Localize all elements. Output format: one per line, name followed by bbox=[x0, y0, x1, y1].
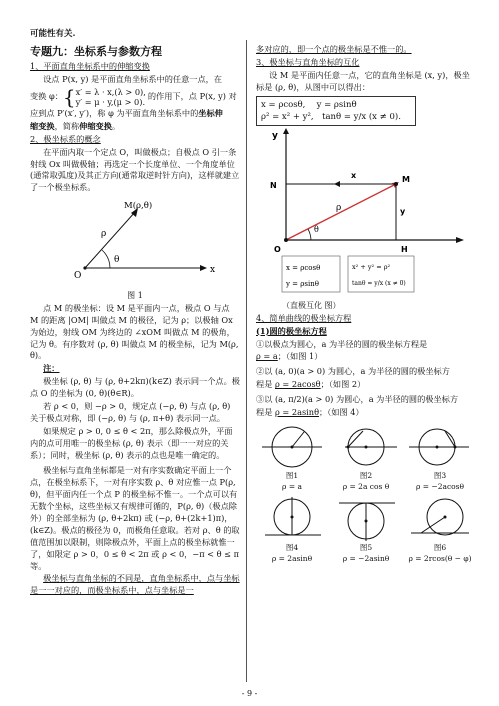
para-stretch-3 bbox=[30, 121, 240, 133]
diag-theta-label: θ bbox=[314, 225, 319, 235]
para-note-2: 若 ρ < 0，则 −ρ > 0，规定点 (−ρ, θ) 与点 (ρ, θ) 关于极点对称，即 (−ρ, θ) 与 (ρ, π+θ) 表示同一点。 bbox=[30, 400, 231, 423]
circle-figure-4-label: 图4 bbox=[285, 542, 299, 552]
diag-origin-label: O bbox=[274, 245, 281, 255]
circle-figure-4 bbox=[256, 495, 328, 565]
circle-figure-5-label: 图5 bbox=[359, 542, 373, 552]
para-polar-concept: 在平面内取一个定点 O，叫做极点；自极点 O 引一条射线 Ox 叫做极轴；再选定一个长度单位、一个角度单位(通常取弧度)及其正方向(通常取逆时针方向)，这样就建立了一个极坐标系。 bbox=[30, 146, 240, 193]
circle-figure-2 bbox=[330, 423, 402, 493]
diag-box2-line1: x² + y² = ρ² bbox=[352, 263, 391, 272]
fig1-origin-label: O bbox=[74, 271, 82, 282]
diag-box2-line2: tanθ = y/x (x ≠ 0) bbox=[352, 280, 406, 288]
fig1-rho-label: ρ bbox=[101, 229, 107, 240]
circle-eq-2: ρ = 2acosθ bbox=[275, 379, 321, 390]
left-column bbox=[30, 44, 240, 598]
stretch-text-b: ，简称 bbox=[54, 120, 80, 131]
circle-figure-6-eq: ρ = 2rcos(θ − φ) bbox=[408, 553, 472, 563]
diag-M-label: M bbox=[402, 175, 410, 185]
circle-case-3: ③以 (a, π/2)(a > 0) 为圆心，a 为半径的圆的极坐标方 bbox=[256, 394, 459, 405]
diag-y-segment-label: y bbox=[400, 207, 406, 217]
column-divider bbox=[246, 40, 247, 682]
para-stretch-2 bbox=[30, 108, 240, 120]
circle-ref-2: ；（如图 2） bbox=[320, 379, 366, 390]
stretch-text-a: 应到点 P′(x′, y′)，称 φ 为平面直角坐标系中的 bbox=[30, 108, 199, 119]
stretch-term-a: 坐标伸 bbox=[198, 108, 223, 119]
circle-eq-3: ρ = 2asinθ bbox=[275, 407, 319, 418]
figure-1-polar-point bbox=[30, 196, 240, 288]
figure-1-caption: 图 1 bbox=[127, 291, 143, 301]
circle-case-1: ①以极点为圆心，a 为半径的圆的极坐标方程是 bbox=[256, 338, 428, 349]
para-polar-point: 点 M 的极坐标：设 M 是平面内一点，极点 O 与点 M 的距离 |OM| 叫做点 M 的极径，记为 ρ；以极轴 Ox 为始边，射线 OM 为终边的 ∠xOM 叫做点 M 的极角，记为 θ。有序数对 (ρ, θ) 叫做点 M 的极坐标，记为 M(ρ, θ)。 bbox=[30, 302, 239, 361]
transform-brace: { bbox=[62, 85, 76, 110]
circle-case-2-eq bbox=[256, 379, 474, 391]
para-note-4: 极坐标与直角坐标都是一对有序实数确定平面上一个点，在极坐标系下，一对有序实数 ρ、θ 对应惟一点 P(ρ, θ)，但平面内任一个点 P 的极坐标不惟一。一个点可以有无数个坐标，这些坐标又有规律可循的，P(ρ, θ)（极点除外）的全部坐标为 (ρ, θ+2kπ) 或 (−ρ, θ+(2k+1)π)，(k∈Z)。极点的极径为 0，而极角任意取。若对 ρ、θ 的取值范围加以限制，则除极点外，平面上点的极坐标就惟一了，如限定 ρ > 0，0 ≤ θ < 2π 或 ρ < 0，−π < θ ≤ π 等。 bbox=[30, 465, 240, 571]
circle-case-2-prefix: 程是 bbox=[256, 379, 273, 390]
diag-x-segment-label: x bbox=[351, 171, 357, 181]
transform-postfix: 的作用下，点 P(x, y) 对 bbox=[147, 91, 237, 102]
conversion-formula-box bbox=[256, 96, 416, 127]
subheading-curves: 4、简单曲线的极坐标方程 bbox=[256, 312, 352, 323]
para-stretch-1: 设点 P(x, y) 是平面直角坐标系中的任意一点，在 bbox=[43, 73, 223, 84]
para-note-5: 极坐标与直角坐标的不同是，直角坐标系中，点与坐标是一一对应的，而极坐标系中，点与坐标是一 bbox=[30, 573, 240, 596]
diag-rho-label: ρ bbox=[336, 203, 342, 214]
circle-figure-grid bbox=[256, 423, 474, 565]
stretch-transform bbox=[30, 87, 240, 108]
circle-case-2: ②以 (a, 0)(a > 0) 为圆心，a 为半径的圆的极坐标方 bbox=[256, 366, 450, 377]
circle-figure-6-label: 图6 bbox=[433, 542, 447, 552]
circle-figure-2-label: 图2 bbox=[359, 470, 373, 480]
stretch-term-b: 缩变换 bbox=[30, 120, 55, 131]
subheading-stretch: 1、平面直角坐标系中的伸缩变换 bbox=[30, 60, 150, 71]
stretch-text-end: 。 bbox=[111, 120, 121, 131]
formula-line-1: x = ρcosθ, y = ρsinθ bbox=[261, 99, 357, 110]
subheading-circle: (1)圆的极坐标方程 bbox=[256, 325, 327, 336]
circle-case-1-eq bbox=[256, 351, 474, 363]
circle-figure-2-eq: ρ = 2a cos θ bbox=[342, 481, 390, 491]
subheading-conversion: 3、极坐标与直角坐标的互化 bbox=[256, 56, 360, 67]
fig1-point-label: M(ρ,θ) bbox=[124, 201, 153, 212]
circle-figure-1 bbox=[256, 423, 328, 493]
formula-line-2: ρ² = x² + y², tanθ = y/x (x ≠ 0). bbox=[261, 111, 401, 122]
circle-figure-3-label: 图3 bbox=[433, 470, 447, 480]
diag-box1-line1: x = ρcosθ bbox=[286, 264, 321, 273]
circle-figure-5 bbox=[330, 495, 402, 565]
circle-case-3-eq bbox=[256, 407, 474, 419]
circle-figure-6 bbox=[404, 495, 476, 565]
circle-eq-1: ρ = a bbox=[256, 351, 278, 362]
transform-line-1: x′ = λ · x,(λ > 0), bbox=[75, 86, 146, 97]
fig1-theta-label: θ bbox=[114, 255, 120, 266]
circle-figure-4-eq: ρ = 2asinθ bbox=[271, 553, 313, 563]
right-column bbox=[256, 44, 474, 564]
page-number: - 9 - bbox=[241, 689, 258, 698]
para-note-3: 如果规定 ρ > 0, 0 ≤ θ < 2π，那么除极点外，平面内的点可用唯一的极坐标 (ρ, θ) 表示（即一一对应的关系）；同时，极坐标 (ρ, θ) 表示的点也是唯一确定的。 bbox=[30, 425, 233, 460]
circle-figure-5-eq: ρ = −2asinθ bbox=[342, 553, 390, 563]
circle-figure-3 bbox=[404, 423, 476, 493]
para-conversion: 设 M 是平面内任意一点，它的直角坐标是 (x, y)，极坐标是 (ρ, θ)，从图中可以得出： bbox=[256, 69, 470, 92]
circle-figure-1-label: 图1 bbox=[285, 470, 299, 480]
note-label: 注： bbox=[43, 363, 60, 374]
transform-line-2: y′ = μ · y,(μ > 0). bbox=[75, 97, 146, 108]
circle-ref-3: ；（如图 4） bbox=[319, 407, 364, 418]
fig1-x-label: x bbox=[210, 265, 216, 276]
top-continuation: 可能性有关. bbox=[30, 29, 76, 39]
circle-figure-3-eq: ρ = −2acosθ bbox=[415, 481, 465, 491]
stretch-term-c: 伸缩变换 bbox=[79, 120, 112, 131]
transform-system bbox=[76, 87, 146, 108]
diag-box1-line2: y = ρsinθ bbox=[286, 280, 319, 289]
transform-prefix: 变换 φ： bbox=[30, 91, 63, 102]
circle-ref-1: ；（如图 1） bbox=[277, 351, 323, 362]
diag-H-label: H bbox=[401, 245, 408, 255]
subheading-polar-concept: 2、极坐标系的概念 bbox=[30, 133, 101, 144]
right-continuation: 多对应的，即一个点的极坐标是不惟一的。 bbox=[256, 44, 412, 54]
circle-case-3-prefix: 程是 bbox=[256, 407, 273, 418]
diag-N-label: N bbox=[270, 181, 277, 191]
conversion-diagram bbox=[256, 128, 471, 298]
circle-figure-1-eq: ρ = a bbox=[282, 481, 302, 491]
section-title: 专题九：坐标系与参数方程 bbox=[30, 45, 162, 58]
para-note-1: 极坐标 (ρ, θ) 与 (ρ, θ+2kπ)(k∈Z) 表示同一个点。极点 O 的坐标为 (0, θ)(θ∈R)。 bbox=[30, 376, 240, 399]
diag-y-axis-label: y bbox=[272, 131, 278, 142]
conversion-caption: （直极互化 图） bbox=[282, 301, 341, 311]
